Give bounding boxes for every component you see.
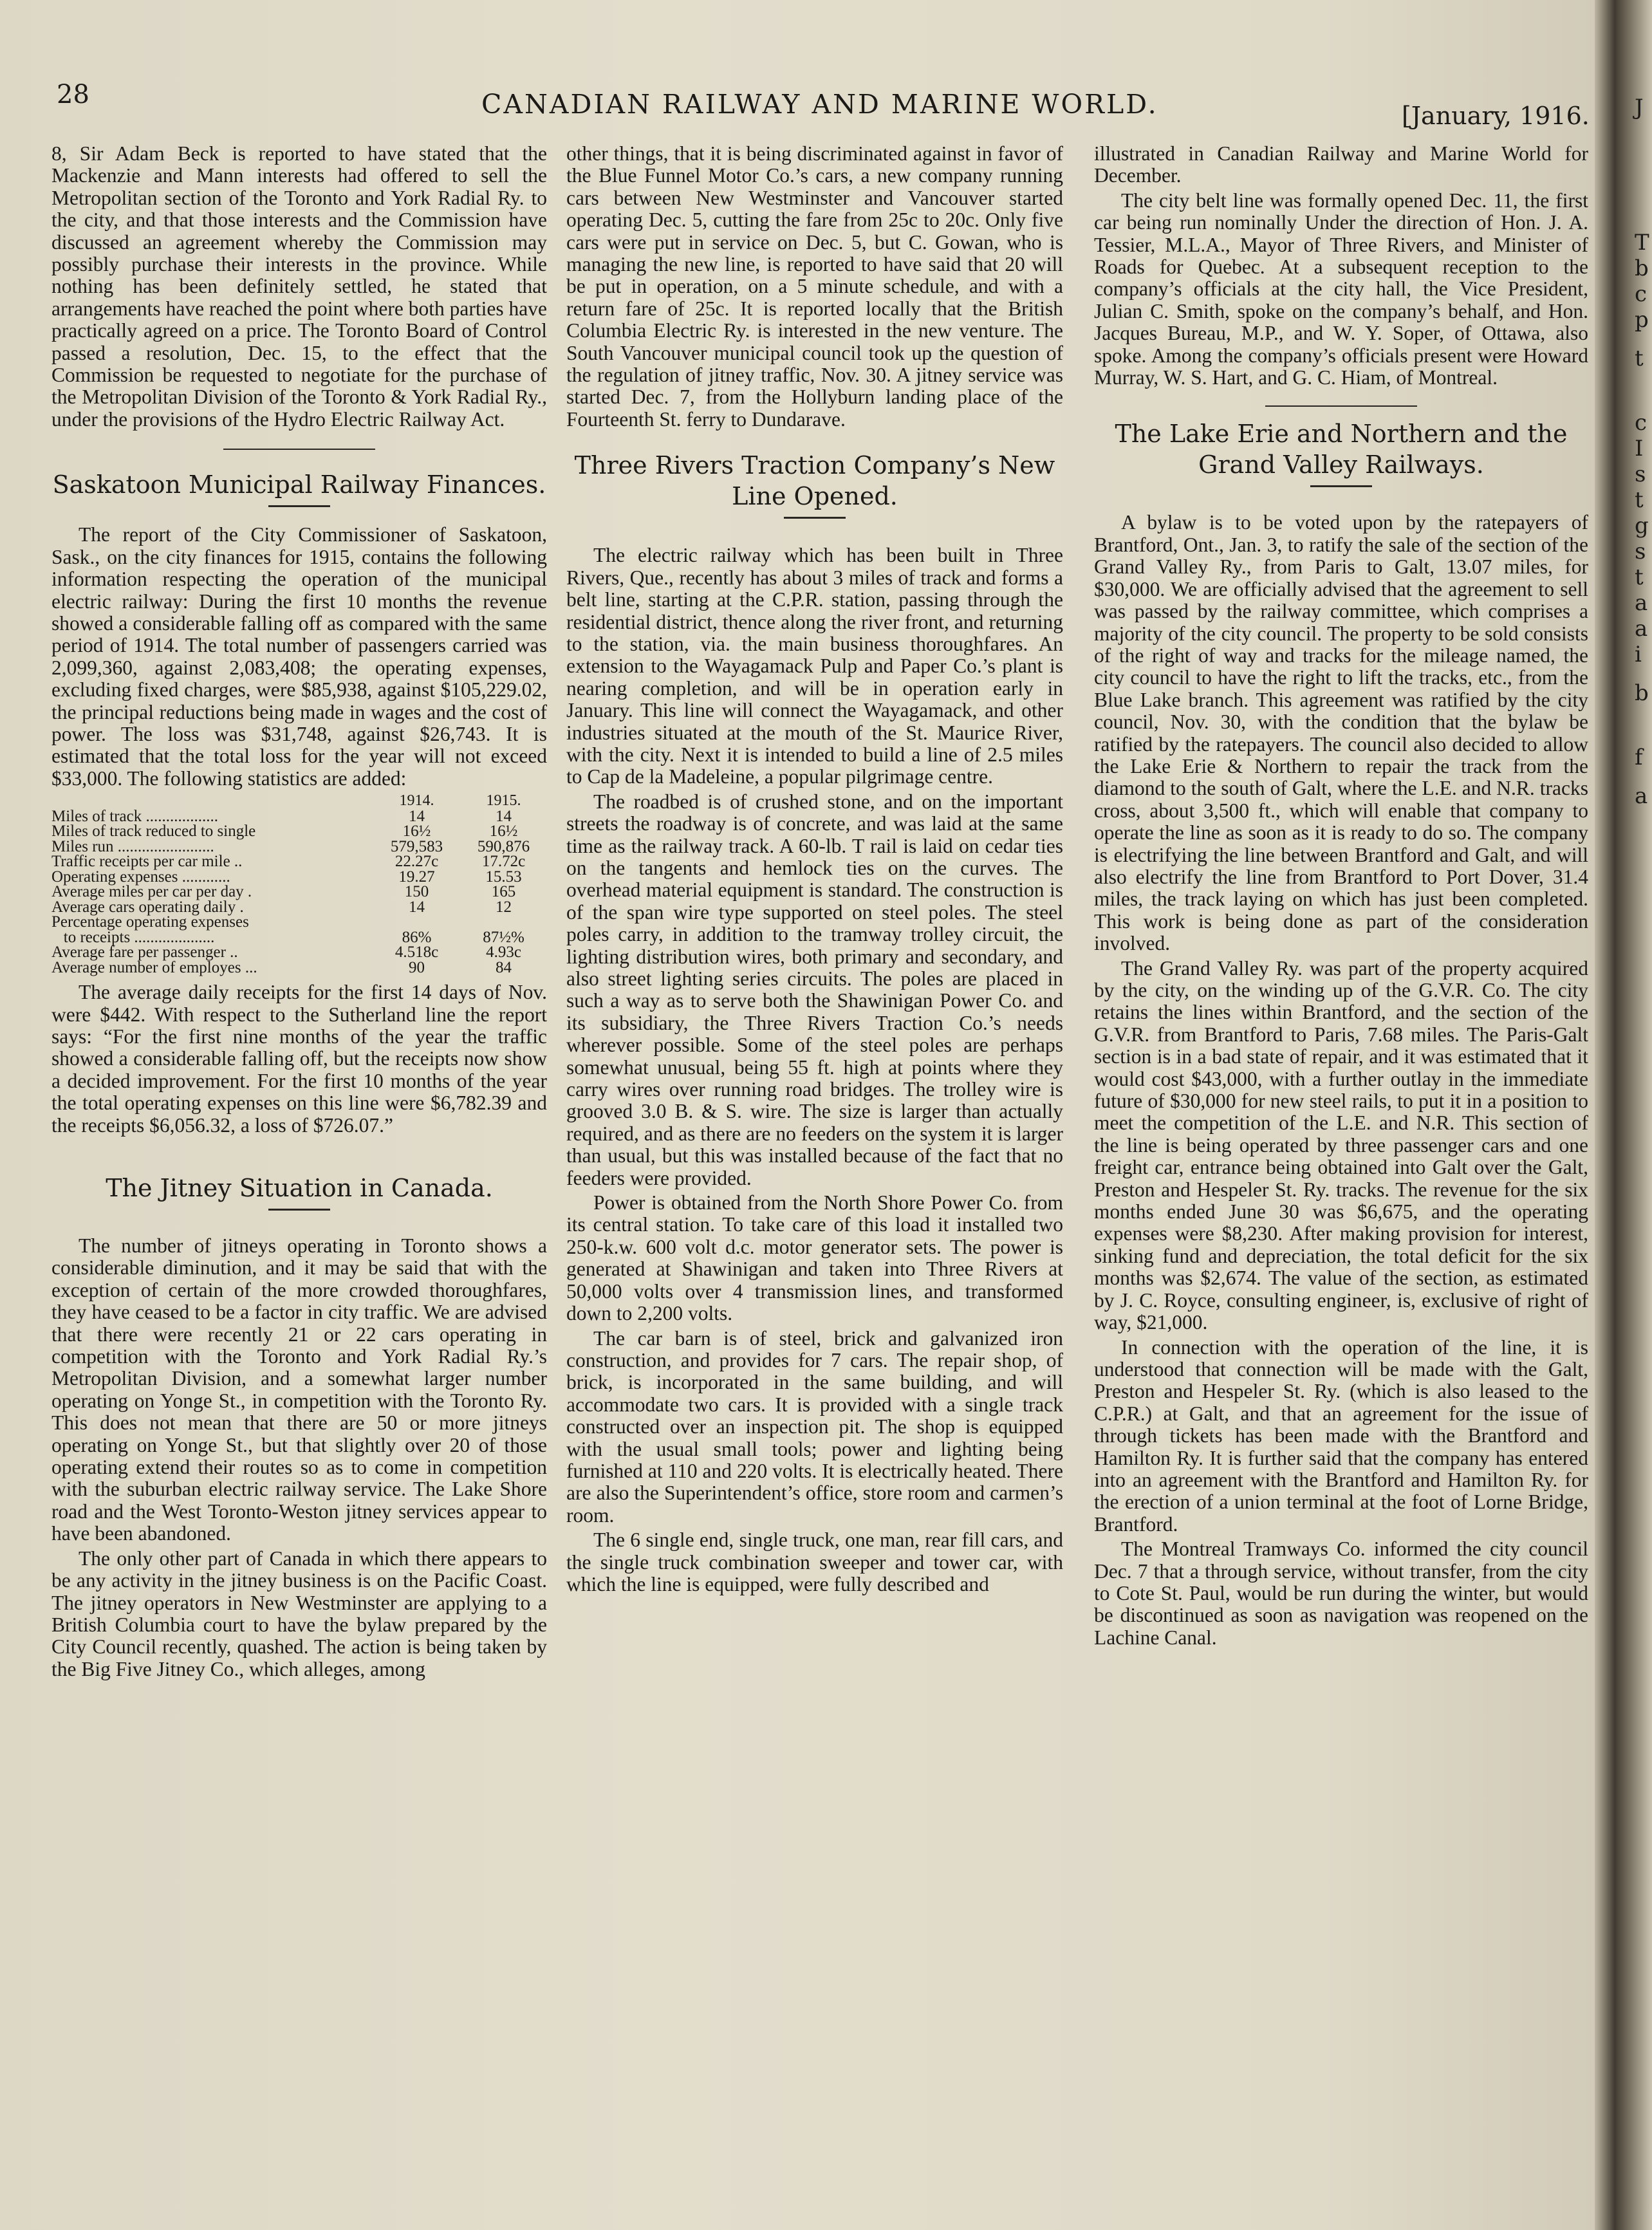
three-rivers-paragraph-2: The roadbed is of crushed stone, and on the important streets the roadway is of concrete, and was laid at the same time as the railway track. A 60-lb. T rail is laid on cedar ties on the tangents and hemlock ties on the curves. The overhead material equipment is standard. The construction is of the span wire type supported on steel poles. The steel poles carry, in addition to the tramway trolley circuit, the lighting distribution wires, both primary and secondary, and also street lighting series circuits. The poles are placed in such a way as to serve both the Shawinigan Power Co. and its subsidiary, the Three Rivers Traction Co.’s needs wherever possible. Some of the steel poles are perhaps somewhat unusual, being 55 ft. high at points where they carry wires over running road bridges. The trolley wire is grooved 3.0 B. & S. wire. The size is larger than actually required, and as there are no feeders on the system it is larger than usual, but this was installed because of the fact that no feeders were provided. — [566, 790, 1063, 1189]
column-2 — [566, 143, 1063, 1598]
saskatoon-statistics-table — [51, 794, 547, 975]
saskatoon-paragraph-2: The average daily receipts for the first 14 days of Nov. were $442. With respect to the Sutherland line the report says: “For the first nine months of the year the traffic showed a considerable falling off, but the receipts now show a decided improvement. For the first 10 months of the year the total operating expenses on this line were $6,782.39 and the receipts $6,056.32, a loss of $726.07.” — [51, 981, 547, 1137]
edge-letter: c — [1635, 281, 1647, 307]
edge-letter: t — [1635, 564, 1644, 590]
table-row: Average cars operating daily . 14 12 — [51, 898, 512, 916]
three-rivers-paragraph-3: Power is obtained from the North Shore Power Co. from its central station. To take care of this load it installed two 250-k.w. 600 volt d.c. motor generator sets. The power is generated at Shawinigan and taken into Three Rivers at 50,000 volts over 4 transmission lines, and transformed down to 2,200 volts. — [566, 1191, 1063, 1325]
heading-rule — [784, 517, 846, 519]
edge-letter: I — [1635, 436, 1644, 461]
edge-letter: s — [1635, 539, 1646, 564]
edge-letter: c — [1635, 410, 1647, 436]
three-rivers-continuation-2: The city belt line was formally opened Dec. 11, the first car being run nominally Under the direction of Hon. J. A. Tessier, M.L.A., Mayor of Three Rivers, and Minister of Roads for Quebec. At a subsequent reception to the company’s officials at the city hall, the Vice President, Julian C. Smith, spoke on the company’s behalf, and Hon. Jacques Bureau, M.P., and W. Y. Soper, of Ottawa, also spoke. Among the company’s officials present were Howard Murray, W. S. Hart, and G. C. Hiam, of Montreal. — [1094, 189, 1588, 389]
jitney-continuation: other things, that it is being discriminated against in favor of the Blue Funnel Motor Co.’s cars, a new company running cars between New Westminster and Vancouver started operating Dec. 5, cutting the fare from 25c to 20c. Only five cars were put in service on Dec. 5, but C. Gowan, who is managing the new line, is reported to have said that 20 will be put in operation, on a 5 minute schedule, and with a return fare of 25c. It is reported locally that the British Columbia Electric Ry. is interested in the new venture. The South Vancouver municipal council took up the question of the regulation of jitney traffic, Nov. 30. A jitney service was started Dec. 7, from the Hollyburn landing place of the Fourteenth St. ferry to Dundarave. — [566, 142, 1063, 431]
three-rivers-continuation-1: illustrated in Canadian Railway and Marine World for December. — [1094, 142, 1588, 187]
edge-letter: f — [1635, 745, 1643, 770]
table-row: Miles run ........................ 579,583 590,876 — [51, 837, 530, 855]
heading-rule — [268, 1209, 330, 1211]
lake-erie-paragraph-3: In connection with the operation of the line, it is understood that connection will be made with the Galt, Preston and Hespeler St. Ry. (which is also leased to the C.P.R.) at Galt, and that an agreement for the issue of through tickets has been made with the Brantford and Hamilton Ry. It is further said that the company has entered into an agreement with the Brantford and Hamilton Ry. for the erection of a union terminal at the foot of Lorne Bridge, Brantford. — [1094, 1335, 1588, 1536]
table-row: Percentage operating expenses — [51, 913, 249, 931]
edge-letter: t — [1635, 346, 1644, 371]
lake-erie-paragraph-2: The Grand Valley Ry. was part of the property acquired by the city, on the winding up of the G.V.R. Co. The city retains the lines within Brantford, and the section of the G.V.R. from Brantford to Paris, 7.68 miles. The Paris-Galt section is in a bad state of repair, and it was estimated that it would cost $43,000, with a further outlay in the immediate future of $30,000 for new steel rails, to put it in a position to meet the competition of the L.E. and N.R. This section of the line is being operated by three passenger cars and one freight car, entrance being obtained into Galt over the Galt, Preston and Hespeler St. Ry. tracks. The revenue for the six months ended June 30 was $6,675, and the operating expenses were $8,230. After making provision for interest, sinking fund and depreciation, the total deficit for the six months was $2,674. The value of the section, as estimated by J. C. Royce, consulting engineer, is, exclusive of right of way, $21,000. — [1094, 956, 1588, 1334]
jitney-heading: The Jitney Situation in Canada. — [106, 1174, 493, 1202]
edge-letter: b — [1635, 680, 1649, 706]
saskatoon-paragraph-1: The report of the City Commissioner of Saskatoon, Sask., on the city finances for 1915, contains the following information respecting the operation of the municipal electric railway: During the first 10 months the revenue showed a considerable falling off as compared with the same period of 1914. The total number of passengers carried was 2,099,360, against 2,083,408; the operating expenses, excluding fixed charges, were $85,938, against $105,229.02, the principal reductions being made in wages and the cost of power. The loss was $31,748, against $26,743. It is estimated that the total loss for the year will not exceed $33,000. The following statistics are added: — [51, 523, 547, 790]
metropolitan-paragraph: 8, Sir Adam Beck is reported to have stated that the Mackenzie and Mann interests had offered to sell the Metropolitan section of the Toronto and York Radial Ry. to the city, and that those interests and the Commission have discussed an agreement whereby the Commission may possibly purchase their interests in the province. While nothing has been definitely settled, he stated that arrangements have reached the point where both parties have practically agreed on a price. The Toronto Board of Control passed a resolution, Dec. 15, to the effect that the Commission be requested to negotiate for the purchase of the Metropolitan Division of the Toronto & York Radial Ry., under the provisions of the Hydro Electric Railway Act. — [51, 142, 547, 431]
table-row: Traffic receipts per car mile .. 22.27c 17.72c — [51, 853, 526, 871]
edge-letter: p — [1635, 307, 1649, 333]
table-row: to receipts .................... 86% 87½% — [51, 928, 524, 946]
stats-header-row — [51, 794, 547, 809]
table-row: Average fare per passenger .. 4.518c 4.93c — [51, 943, 521, 962]
saskatoon-heading: Saskatoon Municipal Railway Finances. — [52, 470, 546, 499]
edge-letter: g — [1635, 513, 1649, 539]
three-rivers-paragraph-1: The electric railway which has been built in Three Rivers, Que., recently has about 3 miles of track and forms a belt line, starting at the C.P.R. station, passing through the residential district, thence along the river front, and returning to the station, via. the main business thoroughfares. An extension to the Wayagamack Pulp and Paper Co.’s plant is nearing completion, and will be in operation early in January. This line will connect the Wayagamack, and other industries situated at the mouth of the St. Maurice River, with the city. Next it is intended to build a line of 2.5 miles to Cap de la Madeleine, a popular pilgrimage centre. — [566, 544, 1063, 788]
edge-letter: s — [1635, 461, 1646, 487]
montreal-tramways-note: The Montreal Tramways Co. informed the city council Dec. 7 that a through service, without transfer, from the city to Cote St. Paul, would be run during the winter, but would be discontinued as soon as navigation was reopened on the Lachine Canal. — [1094, 1538, 1588, 1649]
jitney-paragraph-1: The number of jitneys operating in Toronto shows a considerable diminution, and it may be said that with the exception of certain of the more crowded thoroughfares, they have ceased to be a factor in city traffic. We are advised that there were recently 21 or 22 cars operating in competition with the Toronto and York Radial Ry.’s Metropolitan Division, and a somewhat larger number operating on Yonge St., in competition with the Toronto Ry. This does not mean that there are 50 or more jitneys operating on Yonge St., but that slightly over 20 of those operating extend their routes so as to come in competition with the suburban electric railway service. The Lake Shore road and the West Toronto-Weston jitney services appear to have been abandoned. — [51, 1234, 547, 1545]
adjacent-page-edge — [1631, 0, 1652, 2230]
heading-rule — [1310, 485, 1372, 487]
page-header — [57, 80, 1595, 130]
edge-letter: a — [1635, 616, 1648, 642]
table-row: Miles of track .................. 14 14 — [51, 807, 512, 825]
lake-erie-paragraph-1: A bylaw is to be voted upon by the ratepayers of Brantford, Ont., Jan. 3, to ratify the sale of the section of the Grand Valley Ry., from Paris to Galt, 13.07 miles, for $30,000. We are officially advised that the agreement to sell was passed by the railway committee, which comprises a majority of the city council. The property to be sold consists of the right of way and tracks for the mileage named, the city council to have the right to lift the tracks, etc., from the Blue Lake branch. This agreement was ratified by the city council, Nov. 30, with the condition that the bylaw be ratified by the ratepayers. The council also decided to allow the Lake Erie & Northern to repair the track from the diamond to the south of Galt, where the L.E. and N.R. tracks cross, about 3,500 ft., which will enable that company to operate the line as soon as it is ready to do so. The company is electrifying the line between Brantford and Galt, and will also electrify the line from Brantford to Port Dover, 31.4 miles, the track laying on which has just been completed. This work is being done as part of the consideration involved. — [1094, 511, 1588, 955]
table-row: Miles of track reduced to single 16½ 16½ — [51, 822, 518, 841]
three-rivers-paragraph-5: The 6 single end, single truck, one man, rear fill cars, and the single truck combination sweeper and tower car, with which the line is equipped, were fully described and — [566, 1528, 1063, 1595]
column-3 — [1094, 143, 1588, 1651]
edge-letter: T — [1635, 230, 1649, 256]
edge-letter: a — [1635, 783, 1648, 809]
three-rivers-heading: Three Rivers Traction Company’s New Line Opened. — [574, 451, 1055, 511]
publication-title: CANADIAN RAILWAY AND MARINE WORLD. — [481, 89, 1158, 120]
section-divider — [223, 449, 375, 450]
edge-letter: i — [1635, 642, 1642, 667]
year-1915-header: 1915. — [486, 792, 521, 810]
page-number: 28 — [57, 80, 89, 109]
lake-erie-heading: The Lake Erie and Northern and the Grand Valley Railways. — [1115, 420, 1568, 479]
three-rivers-paragraph-4: The car barn is of steel, brick and galvanized iron construction, and provides for 7 cars. The repair shop, of brick, is incorporated in the same building, and will accommodate two cars. It is provided with a single track constructed over an inspection pit. The shop is equipped with the usual small tools; power and lighting being furnished at 110 and 220 volts. It is electrically heated. There are also the Superintendent’s office, store room and carmen’s room. — [566, 1326, 1063, 1527]
edge-letter: b — [1635, 256, 1649, 281]
heading-rule — [268, 505, 330, 507]
table-row: Average miles per car per day . 150 165 — [51, 883, 516, 901]
edge-letter: t — [1635, 487, 1644, 513]
edge-letter: a — [1635, 590, 1648, 616]
year-1914-header: 1914. — [399, 792, 434, 810]
edge-letter: J — [1635, 95, 1644, 120]
jitney-paragraph-2: The only other part of Canada in which there appears to be any activity in the jitney business is on the Pacific Coast. The jitney operators in New Westminster are applying to a British Columbia court to have the bylaw prepared by the City Council recently, quashed. The action is being taken by the Big Five Jitney Co., which alleges, among — [51, 1547, 547, 1680]
section-divider — [1265, 405, 1417, 407]
column-1 — [51, 143, 547, 1683]
issue-date: [January, 1916. — [1402, 102, 1590, 130]
table-row: Operating expenses ............ 19.27 15.53 — [51, 868, 522, 886]
table-row: Average number of employes ... 90 84 — [51, 958, 512, 976]
